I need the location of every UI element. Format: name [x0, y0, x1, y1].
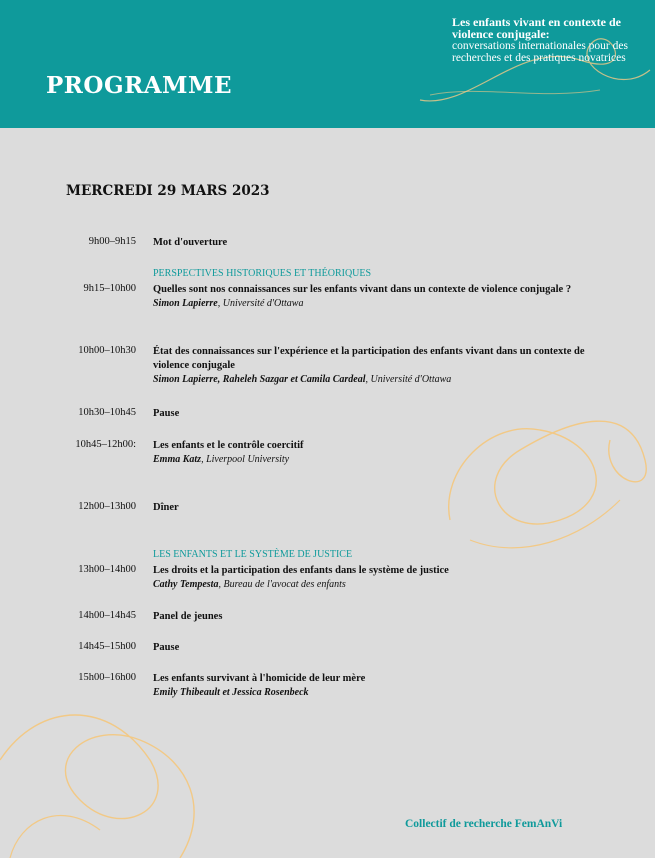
speaker-affiliation: , Université d'Ottawa: [365, 374, 452, 385]
footer-org: Collectif de recherche FemAnVi: [405, 818, 563, 830]
event-subtitle: [452, 16, 648, 64]
session-speaker: [153, 373, 593, 387]
speaker-names: Simon Lapierre, Raheleh Sazgar et Camila Cardeal: [153, 374, 366, 385]
header-banner: [0, 0, 655, 128]
session-title: Les droits et la participation des enfants dans le système de justice: [153, 565, 449, 576]
session-time: 15h00–16h00: [78, 672, 136, 683]
session-title: Panel de jeunes: [153, 611, 223, 622]
session-title: Les enfants survivant à l'homicide de leur mère: [153, 673, 366, 684]
event-subtitle-bold: Les enfants vivant en contexte de violence conjugale:: [452, 15, 621, 41]
session-title: Quelles sont nos connaissances sur les enfants vivant dans un contexte de violence conjugale ?: [153, 284, 572, 295]
session-speaker: [153, 453, 593, 467]
session-title: Dîner: [153, 502, 179, 513]
session-speaker: [153, 578, 593, 592]
session-title: Les enfants et le contrôle coercitif: [153, 440, 304, 451]
speaker-affiliation: , Bureau de l'avocat des enfants: [218, 579, 346, 590]
session-time: 13h00–14h00: [78, 564, 136, 575]
session-speaker: [153, 297, 593, 311]
session-time: 9h00–9h15: [88, 236, 136, 247]
session-time: 14h45–15h00: [78, 641, 136, 652]
speaker-names: Cathy Tempesta: [153, 579, 219, 590]
section-heading: PERSPECTIVES HISTORIQUES ET THÉORIQUES: [153, 268, 372, 279]
session-time: 9h15–10h00: [83, 283, 136, 294]
section-heading: LES ENFANTS ET LE SYSTÈME DE JUSTICE: [153, 549, 353, 560]
session-title: Pause: [153, 408, 180, 419]
speaker-affiliation: , Université d'Ottawa: [217, 298, 304, 309]
speaker-affiliation: , Liverpool University: [201, 454, 290, 465]
session-time: 12h00–13h00: [78, 501, 136, 512]
page-title: PROGRAMME: [46, 72, 232, 99]
session-time: 10h30–10h45: [78, 407, 136, 418]
session-title: Mot d'ouverture: [153, 237, 228, 248]
speaker-names: Emma Katz: [153, 454, 202, 465]
event-subtitle-rest: conversations internationales pour des recherches et des pratiques novatrices: [452, 40, 628, 64]
session-title: Pause: [153, 642, 180, 653]
session-time: 10h00–10h30: [78, 345, 136, 356]
session-time: 10h45–12h00:: [75, 439, 136, 450]
event-date: MERCREDI 29 MARS 2023: [66, 183, 270, 199]
session-speaker: [153, 686, 593, 700]
speaker-names: Emily Thibeault et Jessica Rosenbeck: [153, 687, 309, 698]
speaker-names: Simon Lapierre: [153, 298, 218, 309]
session-time: 14h00–14h45: [78, 610, 136, 621]
session-title: État des connaissances sur l'expérience et la participation des enfants vivant dans un contexte de violence conjugale: [153, 346, 585, 371]
